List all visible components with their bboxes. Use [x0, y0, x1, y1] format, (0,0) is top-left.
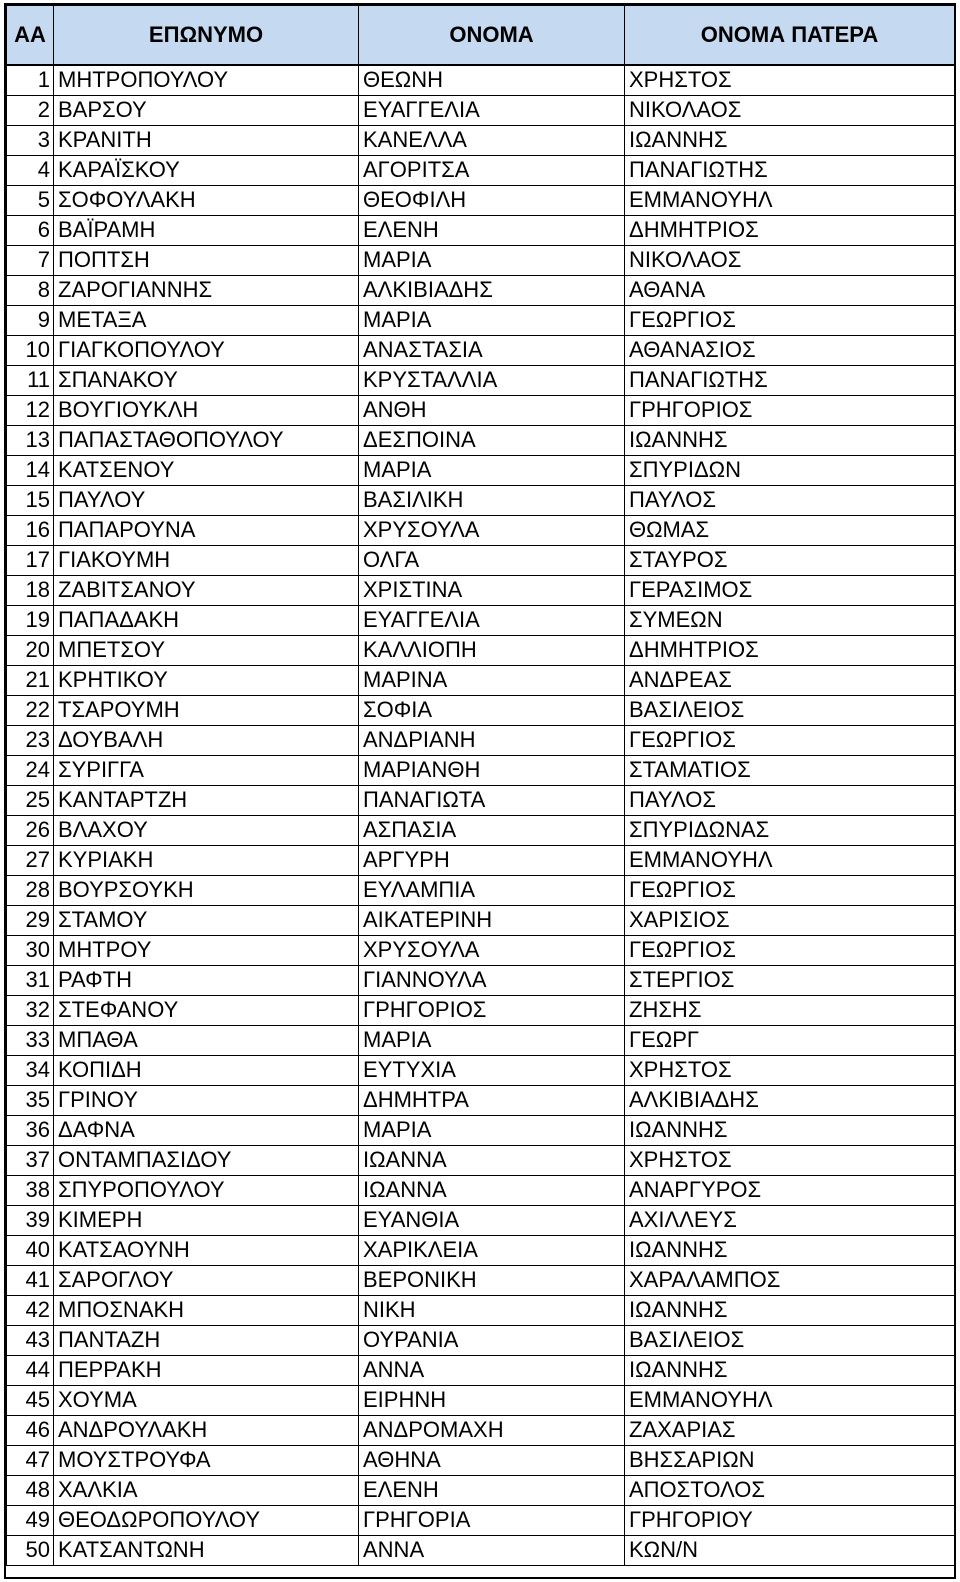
father-name-cell: ΖΑΧΑΡΙΑΣ	[625, 1415, 955, 1445]
father-name-cell: ΣΤΑΜΑΤΙΟΣ	[625, 755, 955, 785]
father-name-cell: ΣΤΑΥΡΟΣ	[625, 545, 955, 575]
father-name-cell: ΧΑΡΙΣΙΟΣ	[625, 905, 955, 935]
father-name-cell: ΝΙΚΟΛΑΟΣ	[625, 95, 955, 125]
row-number: 42	[7, 1295, 54, 1325]
row-number: 30	[7, 935, 54, 965]
row-number: 20	[7, 635, 54, 665]
header-surname: ΕΠΩΝΥΜΟ	[54, 6, 359, 66]
row-number: 36	[7, 1115, 54, 1145]
table-row	[7, 1055, 955, 1085]
surname-cell: ΧΟΥΜΑ	[54, 1385, 359, 1415]
father-name-cell: ΕΜΜΑΝΟΥΗΛ	[625, 185, 955, 215]
row-number: 47	[7, 1445, 54, 1475]
table-row	[7, 1115, 955, 1145]
surname-cell: ΜΠΟΣΝΑΚΗ	[54, 1295, 359, 1325]
table-row	[7, 545, 955, 575]
father-name-cell: ΑΧΙΛΛΕΥΣ	[625, 1205, 955, 1235]
first-name-cell: ΓΙΑΝΝΟΥΛΑ	[359, 965, 625, 995]
surname-cell: ΜΗΤΡΟΠΟΥΛΟΥ	[54, 65, 359, 95]
row-number: 22	[7, 695, 54, 725]
surname-cell: ΣΠΑΝΑΚΟΥ	[54, 365, 359, 395]
father-name-cell: ΙΩΑΝΝΗΣ	[625, 1115, 955, 1145]
father-name-cell: ΠΑΝΑΓΙΩΤΗΣ	[625, 365, 955, 395]
first-name-cell: ΧΑΡΙΚΛΕΙΑ	[359, 1235, 625, 1265]
first-name-cell: ΠΑΝΑΓΙΩΤΑ	[359, 785, 625, 815]
first-name-cell: ΜΑΡΙΑ	[359, 245, 625, 275]
row-number: 46	[7, 1415, 54, 1445]
father-name-cell: ΒΗΣΣΑΡΙΩΝ	[625, 1445, 955, 1475]
father-name-cell: ΣΥΜΕΩΝ	[625, 605, 955, 635]
row-number: 26	[7, 815, 54, 845]
surname-cell: ΠΑΥΛΟΥ	[54, 485, 359, 515]
surname-cell: ΖΑΡΟΓΙΑΝΝΗΣ	[54, 275, 359, 305]
first-name-cell: ΑΛΚΙΒΙΑΔΗΣ	[359, 275, 625, 305]
table-row	[7, 725, 955, 755]
table-row	[7, 455, 955, 485]
surname-cell: ΔΑΦΝΑ	[54, 1115, 359, 1145]
first-name-cell: ΑΡΓΥΡΗ	[359, 845, 625, 875]
first-name-cell: ΚΡΥΣΤΑΛΛΙΑ	[359, 365, 625, 395]
row-number: 31	[7, 965, 54, 995]
father-name-cell: ΑΠΟΣΤΟΛΟΣ	[625, 1475, 955, 1505]
first-name-cell: ΟΥΡΑΝΙΑ	[359, 1325, 625, 1355]
table-row	[7, 335, 955, 365]
table-row	[7, 575, 955, 605]
surname-cell: ΣΤΑΜΟΥ	[54, 905, 359, 935]
header-first-name: ΟΝΟΜΑ	[359, 6, 625, 66]
father-name-cell: ΘΩΜΑΣ	[625, 515, 955, 545]
surname-cell: ΒΑΪΡΑΜΗ	[54, 215, 359, 245]
first-name-cell: ΒΕΡΟΝΙΚΗ	[359, 1265, 625, 1295]
father-name-cell: ΚΩΝ/Ν	[625, 1535, 955, 1565]
row-number: 18	[7, 575, 54, 605]
first-name-cell: ΚΑΛΛΙΟΠΗ	[359, 635, 625, 665]
first-name-cell: ΙΩΑΝΝΑ	[359, 1175, 625, 1205]
first-name-cell: ΑΝΔΡΙΑΝΗ	[359, 725, 625, 755]
father-name-cell: ΧΡΗΣΤΟΣ	[625, 65, 955, 95]
surname-cell: ΓΙΑΓΚΟΠΟΥΛΟΥ	[54, 335, 359, 365]
surname-cell: ΠΑΠΑΔΑΚΗ	[54, 605, 359, 635]
first-name-cell: ΜΑΡΙΑ	[359, 305, 625, 335]
table-row	[7, 185, 955, 215]
father-name-cell: ΙΩΑΝΝΗΣ	[625, 1295, 955, 1325]
spreadsheet-sheet	[4, 3, 956, 1579]
surname-cell: ΜΟΥΣΤΡΟΥΦΑ	[54, 1445, 359, 1475]
row-number: 28	[7, 875, 54, 905]
first-name-cell: ΓΡΗΓΟΡΙΟΣ	[359, 995, 625, 1025]
first-name-cell: ΕΥΑΓΓΕΛΙΑ	[359, 95, 625, 125]
surname-cell: ΚΥΡΙΑΚΗ	[54, 845, 359, 875]
row-number: 29	[7, 905, 54, 935]
surname-cell: ΟΝΤΑΜΠΑΣΙΔΟΥ	[54, 1145, 359, 1175]
surname-cell: ΤΣΑΡΟΥΜΗ	[54, 695, 359, 725]
first-name-cell: ΜΑΡΙΑ	[359, 455, 625, 485]
first-name-cell: ΟΛΓΑ	[359, 545, 625, 575]
row-number: 6	[7, 215, 54, 245]
surname-cell: ΠΟΠΤΣΗ	[54, 245, 359, 275]
first-name-cell: ΧΡΥΣΟΥΛΑ	[359, 935, 625, 965]
table-row	[7, 935, 955, 965]
row-number: 16	[7, 515, 54, 545]
row-number: 45	[7, 1385, 54, 1415]
father-name-cell: ΑΘΑΝΑΣΙΟΣ	[625, 335, 955, 365]
header-aa: ΑΑ	[7, 6, 54, 66]
row-number: 1	[7, 65, 54, 95]
row-number: 4	[7, 155, 54, 185]
first-name-cell: ΕΥΑΓΓΕΛΙΑ	[359, 605, 625, 635]
header-row	[7, 6, 955, 66]
father-name-cell: ΠΑΥΛΟΣ	[625, 485, 955, 515]
row-number: 12	[7, 395, 54, 425]
surname-cell: ΓΡΙΝΟΥ	[54, 1085, 359, 1115]
surname-cell: ΠΑΠΑΣΤΑΘΟΠΟΥΛΟΥ	[54, 425, 359, 455]
table-row	[7, 635, 955, 665]
father-name-cell: ΕΜΜΑΝΟΥΗΛ	[625, 1385, 955, 1415]
table-row	[7, 665, 955, 695]
table-row	[7, 425, 955, 455]
father-name-cell: ΓΡΗΓΟΡΙΟΣ	[625, 395, 955, 425]
surname-cell: ΚΑΤΣΕΝΟΥ	[54, 455, 359, 485]
row-number: 34	[7, 1055, 54, 1085]
surname-cell: ΣΟΦΟΥΛΑΚΗ	[54, 185, 359, 215]
father-name-cell: ΓΕΩΡΓΙΟΣ	[625, 305, 955, 335]
table-row	[7, 995, 955, 1025]
table-row	[7, 485, 955, 515]
row-number: 24	[7, 755, 54, 785]
surname-cell: ΔΟΥΒΑΛΗ	[54, 725, 359, 755]
table-row	[7, 1385, 955, 1415]
surname-cell: ΠΕΡΡΑΚΗ	[54, 1355, 359, 1385]
surname-cell: ΒΟΥΓΙΟΥΚΛΗ	[54, 395, 359, 425]
surname-cell: ΚΑΤΣΑΟΥΝΗ	[54, 1235, 359, 1265]
table-row	[7, 515, 955, 545]
first-name-cell: ΑΓΟΡΙΤΣΑ	[359, 155, 625, 185]
row-number: 2	[7, 95, 54, 125]
father-name-cell: ΓΡΗΓΟΡΙΟΥ	[625, 1505, 955, 1535]
row-number: 3	[7, 125, 54, 155]
table-row	[7, 245, 955, 275]
table-row	[7, 95, 955, 125]
surname-cell: ΚΑΤΣΑΝΤΩΝΗ	[54, 1535, 359, 1565]
row-number: 39	[7, 1205, 54, 1235]
row-number: 38	[7, 1175, 54, 1205]
first-name-cell: ΜΑΡΙΝΑ	[359, 665, 625, 695]
row-number: 49	[7, 1505, 54, 1535]
father-name-cell: ΕΜΜΑΝΟΥΗΛ	[625, 845, 955, 875]
first-name-cell: ΧΡΙΣΤΙΝΑ	[359, 575, 625, 605]
table-row	[7, 1085, 955, 1115]
father-name-cell: ΙΩΑΝΝΗΣ	[625, 1235, 955, 1265]
surname-cell: ΜΕΤΑΞΑ	[54, 305, 359, 335]
surname-cell: ΠΑΠΑΡΟΥΝΑ	[54, 515, 359, 545]
row-number: 5	[7, 185, 54, 215]
father-name-cell: ΣΤΕΡΓΙΟΣ	[625, 965, 955, 995]
surname-cell: ΘΕΟΔΩΡΟΠΟΥΛΟΥ	[54, 1505, 359, 1535]
table-row	[7, 155, 955, 185]
row-number: 19	[7, 605, 54, 635]
row-number: 35	[7, 1085, 54, 1115]
first-name-cell: ΑΝΝΑ	[359, 1355, 625, 1385]
surname-cell: ΖΑΒΙΤΣΑΝΟΥ	[54, 575, 359, 605]
table-row	[7, 1025, 955, 1055]
first-name-cell: ΑΣΠΑΣΙΑ	[359, 815, 625, 845]
first-name-cell: ΚΑΝΕΛΛΑ	[359, 125, 625, 155]
table-body	[7, 65, 955, 1565]
row-number: 21	[7, 665, 54, 695]
father-name-cell: ΔΗΜΗΤΡΙΟΣ	[625, 635, 955, 665]
surname-cell: ΣΠΥΡΟΠΟΥΛΟΥ	[54, 1175, 359, 1205]
father-name-cell: ΧΡΗΣΤΟΣ	[625, 1145, 955, 1175]
table-row	[7, 905, 955, 935]
table-row	[7, 845, 955, 875]
table-row	[7, 1145, 955, 1175]
father-name-cell: ΓΕΩΡΓΙΟΣ	[625, 875, 955, 905]
first-name-cell: ΜΑΡΙΑΝΘΗ	[359, 755, 625, 785]
table-row	[7, 695, 955, 725]
row-number: 17	[7, 545, 54, 575]
row-number: 10	[7, 335, 54, 365]
first-name-cell: ΕΙΡΗΝΗ	[359, 1385, 625, 1415]
first-name-cell: ΑΝΘΗ	[359, 395, 625, 425]
row-number: 11	[7, 365, 54, 395]
table-row	[7, 1205, 955, 1235]
surname-cell: ΚΙΜΕΡΗ	[54, 1205, 359, 1235]
header-father-name: ΟΝΟΜΑ ΠΑΤΕΡΑ	[625, 6, 955, 66]
first-name-cell: ΕΥΤΥΧΙΑ	[359, 1055, 625, 1085]
row-number: 14	[7, 455, 54, 485]
row-number: 23	[7, 725, 54, 755]
surname-cell: ΒΑΡΣΟΥ	[54, 95, 359, 125]
first-name-cell: ΓΡΗΓΟΡΙΑ	[359, 1505, 625, 1535]
table-row	[7, 1475, 955, 1505]
table-row	[7, 1265, 955, 1295]
father-name-cell: ΙΩΑΝΝΗΣ	[625, 425, 955, 455]
row-number: 7	[7, 245, 54, 275]
first-name-cell: ΕΥΛΑΜΠΙΑ	[359, 875, 625, 905]
row-number: 15	[7, 485, 54, 515]
surname-cell: ΚΟΠΙΔΗ	[54, 1055, 359, 1085]
surname-cell: ΒΛΑΧΟΥ	[54, 815, 359, 845]
first-name-cell: ΙΩΑΝΝΑ	[359, 1145, 625, 1175]
father-name-cell: ΒΑΣΙΛΕΙΟΣ	[625, 1325, 955, 1355]
row-number: 9	[7, 305, 54, 335]
table-row	[7, 365, 955, 395]
surname-cell: ΚΑΝΤΑΡΤΖΗ	[54, 785, 359, 815]
first-name-cell: ΣΟΦΙΑ	[359, 695, 625, 725]
father-name-cell: ΒΑΣΙΛΕΙΟΣ	[625, 695, 955, 725]
father-name-cell: ΣΠΥΡΙΔΩΝ	[625, 455, 955, 485]
first-name-cell: ΑΙΚΑΤΕΡΙΝΗ	[359, 905, 625, 935]
surname-cell: ΓΙΑΚΟΥΜΗ	[54, 545, 359, 575]
table-row	[7, 275, 955, 305]
first-name-cell: ΧΡΥΣΟΥΛΑ	[359, 515, 625, 545]
table-row	[7, 1295, 955, 1325]
father-name-cell: ΑΘΑΝΑ	[625, 275, 955, 305]
father-name-cell: ΣΠΥΡΙΔΩΝΑΣ	[625, 815, 955, 845]
first-name-cell: ΑΝΝΑ	[359, 1535, 625, 1565]
first-name-cell: ΘΕΩΝΗ	[359, 65, 625, 95]
table-row	[7, 215, 955, 245]
row-number: 13	[7, 425, 54, 455]
table-row	[7, 1535, 955, 1565]
table-row	[7, 125, 955, 155]
father-name-cell: ΖΗΣΗΣ	[625, 995, 955, 1025]
table-row	[7, 605, 955, 635]
row-number: 27	[7, 845, 54, 875]
row-number: 50	[7, 1535, 54, 1565]
row-number: 25	[7, 785, 54, 815]
father-name-cell: ΠΑΥΛΟΣ	[625, 785, 955, 815]
table-row	[7, 305, 955, 335]
father-name-cell: ΙΩΑΝΝΗΣ	[625, 1355, 955, 1385]
first-name-cell: ΑΘΗΝΑ	[359, 1445, 625, 1475]
surname-cell: ΜΠΑΘΑ	[54, 1025, 359, 1055]
father-name-cell: ΔΗΜΗΤΡΙΟΣ	[625, 215, 955, 245]
table-row	[7, 755, 955, 785]
surname-cell: ΣΑΡΟΓΛΟΥ	[54, 1265, 359, 1295]
row-number: 48	[7, 1475, 54, 1505]
row-number: 8	[7, 275, 54, 305]
table-row	[7, 815, 955, 845]
table-row	[7, 1235, 955, 1265]
table-row	[7, 1415, 955, 1445]
surname-cell: ΚΡΑΝΙΤΗ	[54, 125, 359, 155]
row-number: 44	[7, 1355, 54, 1385]
first-name-cell: ΝΙΚΗ	[359, 1295, 625, 1325]
surname-cell: ΧΑΛΚΙΑ	[54, 1475, 359, 1505]
surname-cell: ΣΥΡΙΓΓΑ	[54, 755, 359, 785]
surname-cell: ΣΤΕΦΑΝΟΥ	[54, 995, 359, 1025]
father-name-cell: ΙΩΑΝΝΗΣ	[625, 125, 955, 155]
surname-cell: ΒΟΥΡΣΟΥΚΗ	[54, 875, 359, 905]
table-row	[7, 1325, 955, 1355]
table-row	[7, 965, 955, 995]
first-name-cell: ΑΝΔΡΟΜΑΧΗ	[359, 1415, 625, 1445]
surname-cell: ΑΝΔΡΟΥΛΑΚΗ	[54, 1415, 359, 1445]
surname-cell: ΡΑΦΤΗ	[54, 965, 359, 995]
father-name-cell: ΧΑΡΑΛΑΜΠΟΣ	[625, 1265, 955, 1295]
row-number: 33	[7, 1025, 54, 1055]
surname-cell: ΜΗΤΡΟΥ	[54, 935, 359, 965]
table-row	[7, 395, 955, 425]
father-name-cell: ΓΕΩΡΓΙΟΣ	[625, 935, 955, 965]
first-name-cell: ΔΕΣΠΟΙΝΑ	[359, 425, 625, 455]
surname-cell: ΚΑΡΑΪΣΚΟΥ	[54, 155, 359, 185]
table-row	[7, 1445, 955, 1475]
first-name-cell: ΒΑΣΙΛΙΚΗ	[359, 485, 625, 515]
table-row	[7, 1355, 955, 1385]
first-name-cell: ΕΥΑΝΘΙΑ	[359, 1205, 625, 1235]
row-number: 40	[7, 1235, 54, 1265]
row-number: 32	[7, 995, 54, 1025]
father-name-cell: ΠΑΝΑΓΙΩΤΗΣ	[625, 155, 955, 185]
row-number: 37	[7, 1145, 54, 1175]
first-name-cell: ΕΛΕΝΗ	[359, 1475, 625, 1505]
father-name-cell: ΑΝΔΡΕΑΣ	[625, 665, 955, 695]
first-name-cell: ΘΕΟΦΙΛΗ	[359, 185, 625, 215]
father-name-cell: ΝΙΚΟΛΑΟΣ	[625, 245, 955, 275]
row-number: 41	[7, 1265, 54, 1295]
father-name-cell: ΓΕΡΑΣΙΜΟΣ	[625, 575, 955, 605]
father-name-cell: ΑΛΚΙΒΙΑΔΗΣ	[625, 1085, 955, 1115]
father-name-cell: ΓΕΩΡΓ	[625, 1025, 955, 1055]
first-name-cell: ΜΑΡΙΑ	[359, 1115, 625, 1145]
names-table	[6, 5, 955, 1566]
first-name-cell: ΔΗΜΗΤΡΑ	[359, 1085, 625, 1115]
father-name-cell: ΑΝΑΡΓΥΡΟΣ	[625, 1175, 955, 1205]
surname-cell: ΜΠΕΤΣΟΥ	[54, 635, 359, 665]
first-name-cell: ΑΝΑΣΤΑΣΙΑ	[359, 335, 625, 365]
first-name-cell: ΜΑΡΙΑ	[359, 1025, 625, 1055]
first-name-cell: ΕΛΕΝΗ	[359, 215, 625, 245]
table-row	[7, 875, 955, 905]
father-name-cell: ΓΕΩΡΓΙΟΣ	[625, 725, 955, 755]
row-number: 43	[7, 1325, 54, 1355]
surname-cell: ΚΡΗΤΙΚΟΥ	[54, 665, 359, 695]
table-row	[7, 1175, 955, 1205]
table-row	[7, 785, 955, 815]
table-row	[7, 1505, 955, 1535]
table-row	[7, 65, 955, 95]
surname-cell: ΠΑΝΤΑΖΗ	[54, 1325, 359, 1355]
father-name-cell: ΧΡΗΣΤΟΣ	[625, 1055, 955, 1085]
